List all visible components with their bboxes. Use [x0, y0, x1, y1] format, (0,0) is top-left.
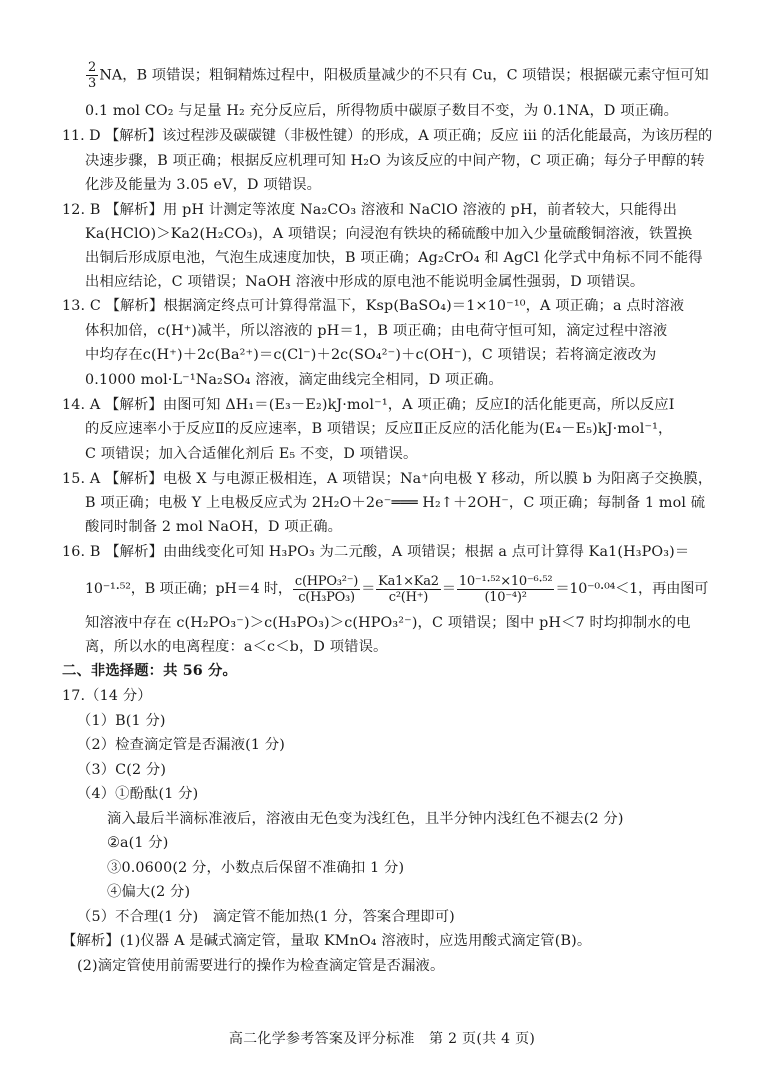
q12-line-1: 12. B 【解析】用 pH 计测定等浓度 Na₂CO₃ 溶液和 NaClO 溶液的 pH，前者较大，只能得出: [62, 202, 678, 218]
q17-explanation-1: 【解析】(1)仪器 A 是碱式滴定管，量取 KMnO₄ 溶液时，应选用酸式滴定管(B)。: [62, 933, 592, 949]
q17-answer-4-3: ③0.0600(2 分，小数点后保留不准确扣 1 分): [107, 860, 405, 876]
q16-line-2: 10⁻¹·⁵²，B 项正确；pH＝4 时， $\frac{\text{c(HPO₃²⁻)}}{\text{c(H₃PO₃)}}$ ＝ $\frac{Ka1\times Ka2}{\text{c²(H⁺)}}$ ＝ $\frac{\text{10⁻¹·⁵²×10⁻⁶·⁵²}}{\text{(10⁻⁴)²}}$ ＝10⁻⁰·⁰⁴＜1，再由图可: [85, 573, 709, 605]
q17-answer-2: （2）检查滴定管是否漏液(1 分): [77, 737, 286, 753]
q17-answer-5: （5）不合理(1 分) 滴定管不能加热(1 分，答案合理即可): [77, 909, 455, 925]
q15-line-3: 酸同时制备 2 mol NaOH，D 项正确。: [85, 519, 343, 535]
q16-fraction-values: $\frac{\text{10⁻¹·⁵²×10⁻⁶·⁵²}}{\text{(10⁻⁴)²}}$: [458, 573, 553, 605]
q10-line-2: 0.1 mol CO₂ 与足量 H₂ 充分反应后，所得物质中碳原子数目不变，为 0.1NA，D 项正确。: [85, 103, 679, 119]
q13-line-1: 13. C 【解析】根据滴定终点可计算得常温下，Ksp(BaSO₄)＝1×10⁻¹⁰，A 项正确；a 点时溶液: [62, 298, 685, 314]
section-heading: 二、非选择题：共 56 分。: [62, 663, 237, 679]
q11-line-3: 化涉及能量为 3.05 eV，D 项错误。: [85, 177, 322, 193]
q15-line-1: 15. A 【解析】电极 X 与电源正极相连，A 项错误；Na⁺向电极 Y 移动，所以膜 b 为阳离子交换膜，: [62, 471, 713, 487]
q11-line-1: 11. D 【解析】该过程涉及碳碳键（非极性键）的形成，A 项正确；反应 iii 的活化能最高，为该历程的: [62, 128, 713, 144]
q14-line-2: 的反应速率小于反应Ⅱ的反应速率，B 项错误；反应Ⅱ正反应的活化能为(E₄－E₅)kJ·mol⁻¹，: [85, 421, 673, 437]
q17-answer-4-1: （4）①酚酞(1 分): [77, 786, 199, 802]
q16-line-3: 知溶液中存在 c(H₂PO₃⁻)＞c(H₃PO₃)＞c(HPO₃²⁻)，C 项错误；图中 pH＜7 时均抑制水的电: [85, 615, 691, 631]
q17-answer-4-1-detail: 滴入最后半滴标准液后，溶液由无色变为浅红色，且半分钟内浅红色不褪去(2 分): [107, 811, 624, 827]
page-footer: 高二化学参考答案及评分标准 第 2 页(共 4 页): [228, 1031, 536, 1047]
q13-line-2: 体积加倍，c(H⁺)减半，所以溶液的 pH＝1，B 项正确；由电荷守恒可知，滴定过程中溶液: [85, 323, 668, 339]
q12-line-4: 出相应结论，C 项错误；NaOH 溶液中形成的原电池不能说明金属性强弱，D 项错误。: [85, 274, 645, 290]
q10-line-1: $\frac{2}{3}$ NA，B 项错误；粗铜精炼过程中，阳极质量减少的不只有 Cu，C 项错误；根据碳元素守恒可知: [88, 60, 709, 91]
q16-fraction-ratio: $\frac{\text{c(HPO₃²⁻)}}{\text{c(H₃PO₃)}}$: [294, 573, 359, 605]
q13-line-4: 0.1000 mol·L⁻¹Na₂SO₄ 溶液，滴定曲线完全相同，D 项正确。: [85, 372, 503, 388]
q11-line-2: 决速步骤，B 项正确；根据反应机理可知 H₂O 为该反应的中间产物，C 项正确；每分子甲醇的转: [85, 153, 705, 169]
q14-line-1: 14. A 【解析】由图可知 ΔH₁＝(E₃－E₂)kJ·mol⁻¹，A 项正确；反应Ⅰ的活化能更高，所以反应Ⅰ: [62, 397, 675, 413]
q17-answer-4-2: ②a(1 分): [107, 835, 169, 851]
q17-title: 17.（14 分）: [62, 688, 152, 704]
q17-explanation-2: (2)滴定管使用前需要进行的操作为检查滴定管是否漏液。: [77, 958, 445, 974]
q12-line-2: Ka(HClO)＞Ka2(H₂CO₃)，A 项错误；向浸泡有铁块的稀硫酸中加入少量硫酸铜溶液，铁置换: [85, 226, 693, 242]
q17-answer-1: （1）B(1 分): [77, 713, 166, 729]
q17-answer-3: （3）C(2 分): [77, 762, 167, 778]
q16-line-4: 离，所以水的电离程度：a＜c＜b，D 项错误。: [85, 639, 388, 655]
q14-line-3: C 项错误；加入合适催化剂后 E₅ 不变，D 项错误。: [85, 446, 418, 462]
q10-fraction: $\frac{2}{3}$: [88, 60, 97, 91]
q16-line-1: 16. B 【解析】由曲线变化可知 H₃PO₃ 为二元酸，A 项错误；根据 a 点可计算得 Ka1(H₃PO₃)＝: [62, 544, 690, 560]
q16-fraction-ka: $\frac{Ka1\times Ka2}{\text{c²(H⁺)}}$: [378, 573, 439, 605]
q15-line-2: B 项正确；电极 Y 上电极反应式为 2H₂O＋2e⁻═══ H₂↑＋2OH⁻，C 项正确；每制备 1 mol 硫: [85, 495, 706, 511]
q17-answer-4-4: ④偏大(2 分): [107, 884, 191, 900]
q13-line-3: 中均存在c(H⁺)＋2c(Ba²⁺)＝c(Cl⁻)＋2c(SO₄²⁻)＋c(OH⁻)，C 项错误；若将滴定液改为: [85, 347, 657, 363]
q12-line-3: 出铜后形成原电池，气泡生成速度加快，B 项正确；Ag₂CrO₄ 和 AgCl 化学式中角标不同不能得: [85, 250, 703, 266]
